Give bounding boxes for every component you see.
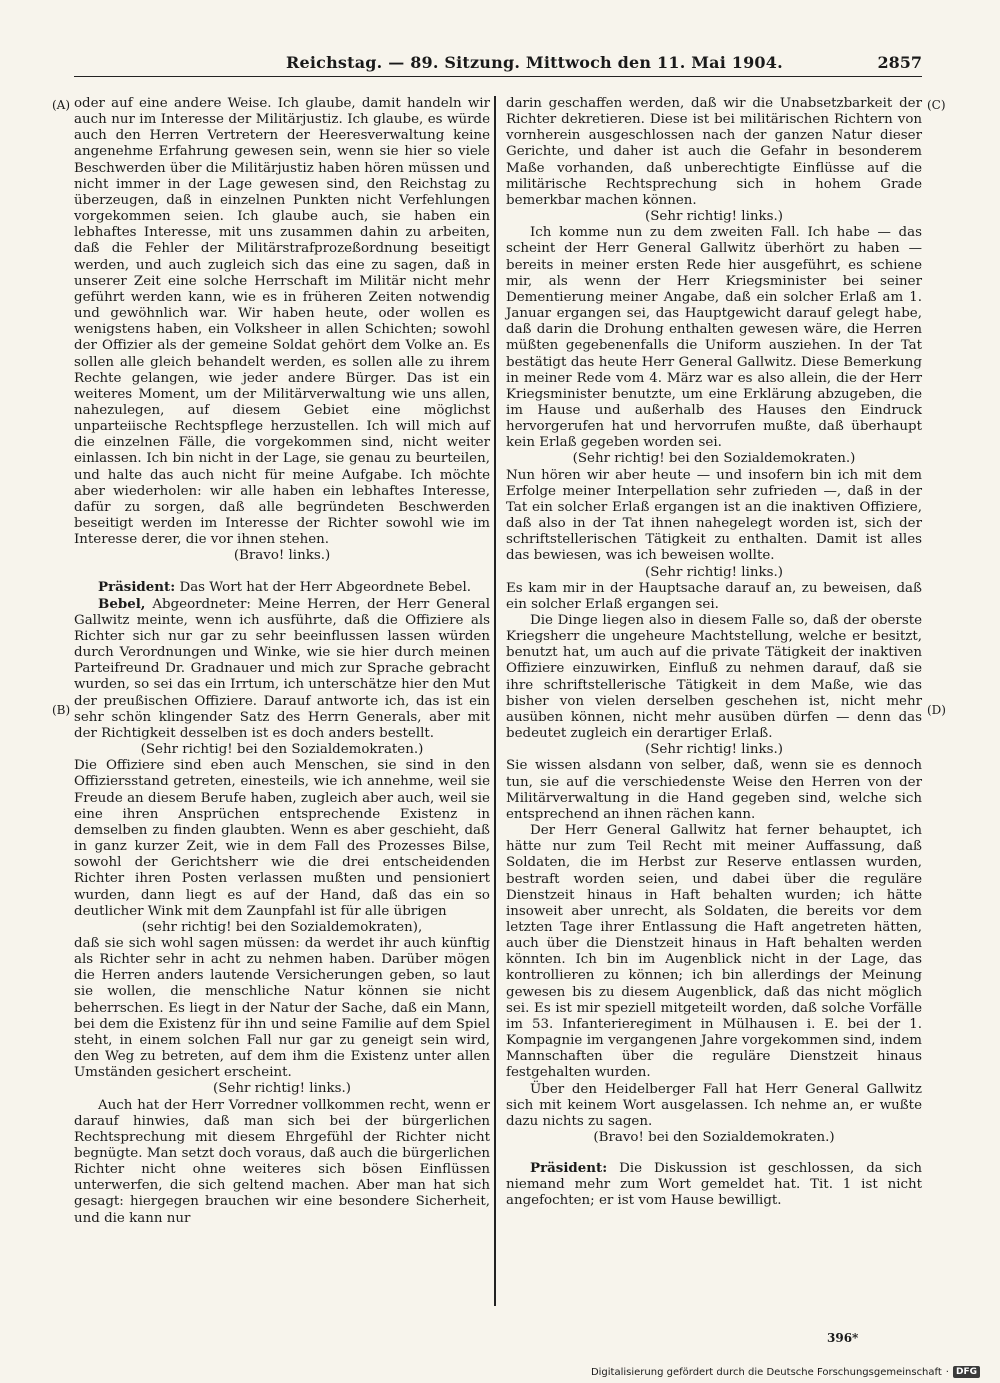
interjection: (sehr richtig! bei den Sozialdemokraten), [141, 919, 423, 935]
interjection: (Sehr richtig! links.) [645, 742, 783, 758]
paragraph: Die Dinge liegen also in diesem Falle so, daß der oberste Kriegsherr die ungeheure Machtstellung, welche er besitzt, benutzt hat, um auch auf die private Tätigkeit der inaktiven Offiziere einzuwirken, Einfluß zu nehmen darauf, daß sie ihre schriftstellerische Tätigkeit in dem Maße, wie das bisher von vielen derselben geschehen ist, nicht mehr ausüben können, nicht mehr ausüben dürfen — denn das bedeutet zugleich ein derartiger Erlaß. [506, 613, 922, 742]
right-column [506, 96, 922, 1210]
interjection: (Sehr richtig! bei den Sozialdemokraten.) [140, 742, 424, 758]
speech-paragraph [74, 596, 490, 742]
speaker-name: Präsident: [98, 578, 176, 595]
interjection: (Sehr richtig! links.) [213, 1081, 351, 1097]
paragraph: Auch hat der Herr Vorredner vollkommen recht, wenn er darauf hinwies, daß man sich bei der bürgerlichen Rechtsprechung mit diesem Ehrgefühl der Richter nicht begnügte. Man setzt doch voraus, daß auch die bürgerlichen Richter nicht ohne weiteres sich bösen Einflüssen unterwerfen, die sich geltend machen. Aber man hat sich gesagt: hiergegen brauchen wir eine besondere Sicherheit, und die kann nur [74, 1097, 490, 1226]
footer [591, 1366, 980, 1378]
column-divider [494, 96, 496, 1306]
page-number: 2857 [877, 53, 922, 72]
paragraph: oder auf eine andere Weise. Ich glaube, damit handeln wir auch nur im Interesse der Militärjustiz. Ich glaube, es würde auch den Herren Vertretern der Heeresverwaltung keine angenehme Erfahrung gewesen sein, wenn sie hier so viele Beschwerden über die Militärjustiz haben hören müssen und nicht immer in der Lage gewesen sind, den Reichstag zu überzeugen, daß in einzelnen Punkten nicht Verfehlungen vorgekommen seien. Ich glaube auch, sie haben ein lebhaftes Interesse, mit uns zusammen dahin zu arbeiten, daß die Fehler der Militärstrafprozeßordnung beseitigt werden, und auch zugleich sich das eine zu sagen, daß in unserer Zeit eine solche Herrschaft im Militär nicht mehr geführt werden kann, wie es in früheren Zeiten notwendig und gewöhnlich war. Wir haben heute, oder wollen es wenigstens haben, ein Volksheer in allen Schichten; sowohl der Offizier als der gemeine Soldat gehört dem Volke an. Es sollen alle gleich behandelt werden, es sollen alle zu ihrem Rechte gelangen, wie jeder andere Bürger. Das ist ein weiteres Moment, um der Militärverwaltung wie uns allen, nahezulegen, auf diesem Gebiet eine möglichst unparteiische Rechtspflege herzustellen. Ich will mich auf die einzelnen Fälle, die vorgekommen sind, nicht weiter einlassen. Ich bin nicht in der Lage, sie genau zu beurteilen, und halte das auch nicht für meine Aufgabe. Ich möchte aber wiederholen: wir alle haben ein lebhaftes Interesse, dafür zu sorgen, daß alle begründeten Beschwerden beseitigt werden im Interesse der Richter sowohl wie im Interesse derer, die vor ihnen stehen. [74, 96, 490, 548]
interjection: (Sehr richtig! links.) [645, 209, 783, 225]
speech-text: Abgeordneter: Meine Herren, der Herr General Gallwitz meinte, wenn ich ausführte, daß die Offiziere als Richter sich nur gar zu sehr beeinflussen lassen würden durch Verordnungen und Winke, wie sie hier durch meinen Parteifreund Dr. Gradnauer und mich zur Sprache gebracht wurden, so sei das ein Irrtum, ich unterschätze hier den Mut der preußischen Offiziere. Darauf antworte ich, das ist ein sehr schön klingender Satz des Herrn Generals, aber mit der Richtigkeit desselben ist es doch anders bestellt. [74, 596, 491, 741]
margin-marker-c: (C) [927, 98, 946, 112]
speech-text: Die Diskussion ist geschlossen, da sich niemand mehr zum Wort gemeldet hat. Tit. 1 ist nicht angefochten; er ist vom Hause bewilligt. [506, 1161, 922, 1209]
interjection: (Bravo! bei den Sozialdemokraten.) [593, 1130, 835, 1145]
paragraph: Über den Heidelberger Fall hat Herr General Gallwitz sich mit keinem Wort ausgelassen. Ich nehme an, er wußte dazu nichts zu sagen. [506, 1081, 922, 1129]
interjection: (Sehr richtig! bei den Sozialdemokraten.) [572, 451, 856, 467]
paragraph: darin geschaffen werden, daß wir die Unabsetzbarkeit der Richter dekretieren. Diese ist bei militärischen Richtern von vornherein ausgeschlossen nach der ganzen Natur dieser Gerichte, und daher ist auch die Gefahr in besonderem Maße vorhanden, daß unberechtigte Einflüsse auf die militärische Rechtsprechung sich in hohem Grade bemerkbar machen können. [506, 96, 922, 208]
interjection: (Bravo! links.) [233, 548, 331, 564]
signature-mark: 396* [827, 1331, 859, 1345]
paragraph: Nun hören wir aber heute — und insofern bin ich mit dem Erfolge meiner Interpellation sehr zufrieden —, daß in der Tat ein solcher Erlaß ergangen ist an die inaktiven Offiziere, daß also in der Tat ihnen nahegelegt worden ist, sich der schriftstellerischen Tätigkeit zu enthalten. Damit ist alles das bewiesen, was ich beweisen wollte. [506, 467, 922, 564]
speaker-name: Präsident: [530, 1160, 608, 1177]
paragraph: Der Herr General Gallwitz hat ferner behauptet, ich hätte nur zum Teil Recht mit meiner Auffassung, daß Soldaten, die im Herbst zur Reserve entlassen wurden, bestraft worden seien, und dabei über die reguläre Dienstzeit hinaus in Haft behalten wurden; ich hätte insoweit aber unrecht, als Soldaten, die bereits vor dem letzten Tage ihrer Entlassung die Haft angetreten hätten, auch über die Dienstzeit hinaus in Haft behalten werden könnten. Ich bin im Augenblick nicht in der Lage, das kontrollieren zu können; ich bin allerdings der Meinung gewesen bis zu diesem Augenblick, daß das nicht möglich sei. Es ist mir speziell mitgeteilt worden, daß solche Vorfälle im 53. Infanterieregiment in Mülhausen i. E. bei der 1. Kompagnie im vergangenen Jahre vorgekommen sind, indem Mannschaften über die reguläre Dienstzeit hinaus festgehalten wurden. [506, 823, 922, 1081]
speech-paragraph [74, 579, 490, 596]
separator-dot: · [945, 1366, 949, 1378]
margin-marker-a: (A) [52, 98, 71, 112]
left-column [74, 96, 490, 1227]
paragraph: daß sie sich wohl sagen müssen: da werdet ihr auch künftig als Richter sehr in acht zu nehmen haben. Darüber mögen die Herren anders lautende Versicherungen geben, so laut sie wollen, die menschliche Natur können sie nicht beherrschen. Es liegt in der Natur der Sache, daß ein Mann, bei dem die Existenz für ihn und seine Familie auf dem Spiel steht, in einem solchen Fall nur gar zu geneigt sein wird, den Weg zu betreten, auf dem ihm die Existenz unter allen Umständen gesichert erscheint. [74, 935, 490, 1081]
speech-paragraph [506, 1160, 922, 1209]
margin-marker-d: (D) [927, 703, 946, 717]
interjection: (Sehr richtig! links.) [645, 564, 783, 580]
paragraph: Es kam mir in der Hauptsache darauf an, zu beweisen, daß ein solcher Erlaß ergangen sei. [506, 580, 922, 612]
paragraph: Ich komme nun zu dem zweiten Fall. Ich habe — das scheint der Herr General Gallwitz überhört zu haben — bereits in meiner ersten Rede hier ausgeführt, es schiene mir, als wenn der Herr Kriegsminister bei seiner Dementierung meiner Angabe, daß ein solcher Erlaß am 1. Januar ergangen sei, das Hauptgewicht darauf gelegt habe, daß darin die Drohung enthalten gewesen wäre, die Herren müßten gegebenenfalls die Uniform ausziehen. In der Tat bestätigt das heute Herr General Gallwitz. Diese Bemerkung in meiner Rede vom 4. März war es also allein, die der Herr Kriegsminister benutzte, um eine Erklärung abzugeben, die im Hause und außerhalb des Hauses den Eindruck hervorgerufen hat und hervorrufen mußte, daß überhaupt kein Erlaß gegeben worden sei. [506, 225, 922, 451]
speaker-name: Bebel, [98, 595, 146, 612]
dfg-logo: DFG [953, 1366, 980, 1378]
running-header [74, 50, 922, 77]
paragraph: Die Offiziere sind eben auch Menschen, sie sind in den Offiziersstand getreten, einesteils, wie ich annehme, weil sie Freude an diesem Berufe haben, zugleich aber auch, weil sie eine ihren Ansprüchen entsprechende Existenz in demselben zu finden glaubten. Wenn es aber geschieht, daß in ganz kurzer Zeit, wie in dem Fall des Prozesses Bilse, sowohl der Gerichtsherr wie die drei entscheidenden Richter ihren Posten verlassen mußten und pensioniert wurden, dann liegt es auf der Hand, daß das ein so deutlicher Wink mit dem Zaunpfahl ist für alle übrigen [74, 758, 490, 919]
footer-text: Digitalisierung gefördert durch die Deutsche Forschungsgemeinschaft [590, 1366, 942, 1378]
speech-text: Das Wort hat der Herr Abgeordnete Bebel. [179, 579, 471, 595]
paragraph: Sie wissen alsdann von selber, daß, wenn sie es dennoch tun, sie auf die verschiedenste Weise den Herren von der Militärverwaltung in die Hand gegeben sind, welche sich entsprechend an ihnen rächen kann. [506, 758, 922, 822]
margin-marker-b: (B) [52, 703, 71, 717]
header-title: Reichstag. — 89. Sitzung. Mittwoch den 11. Mai 1904. [286, 53, 783, 72]
